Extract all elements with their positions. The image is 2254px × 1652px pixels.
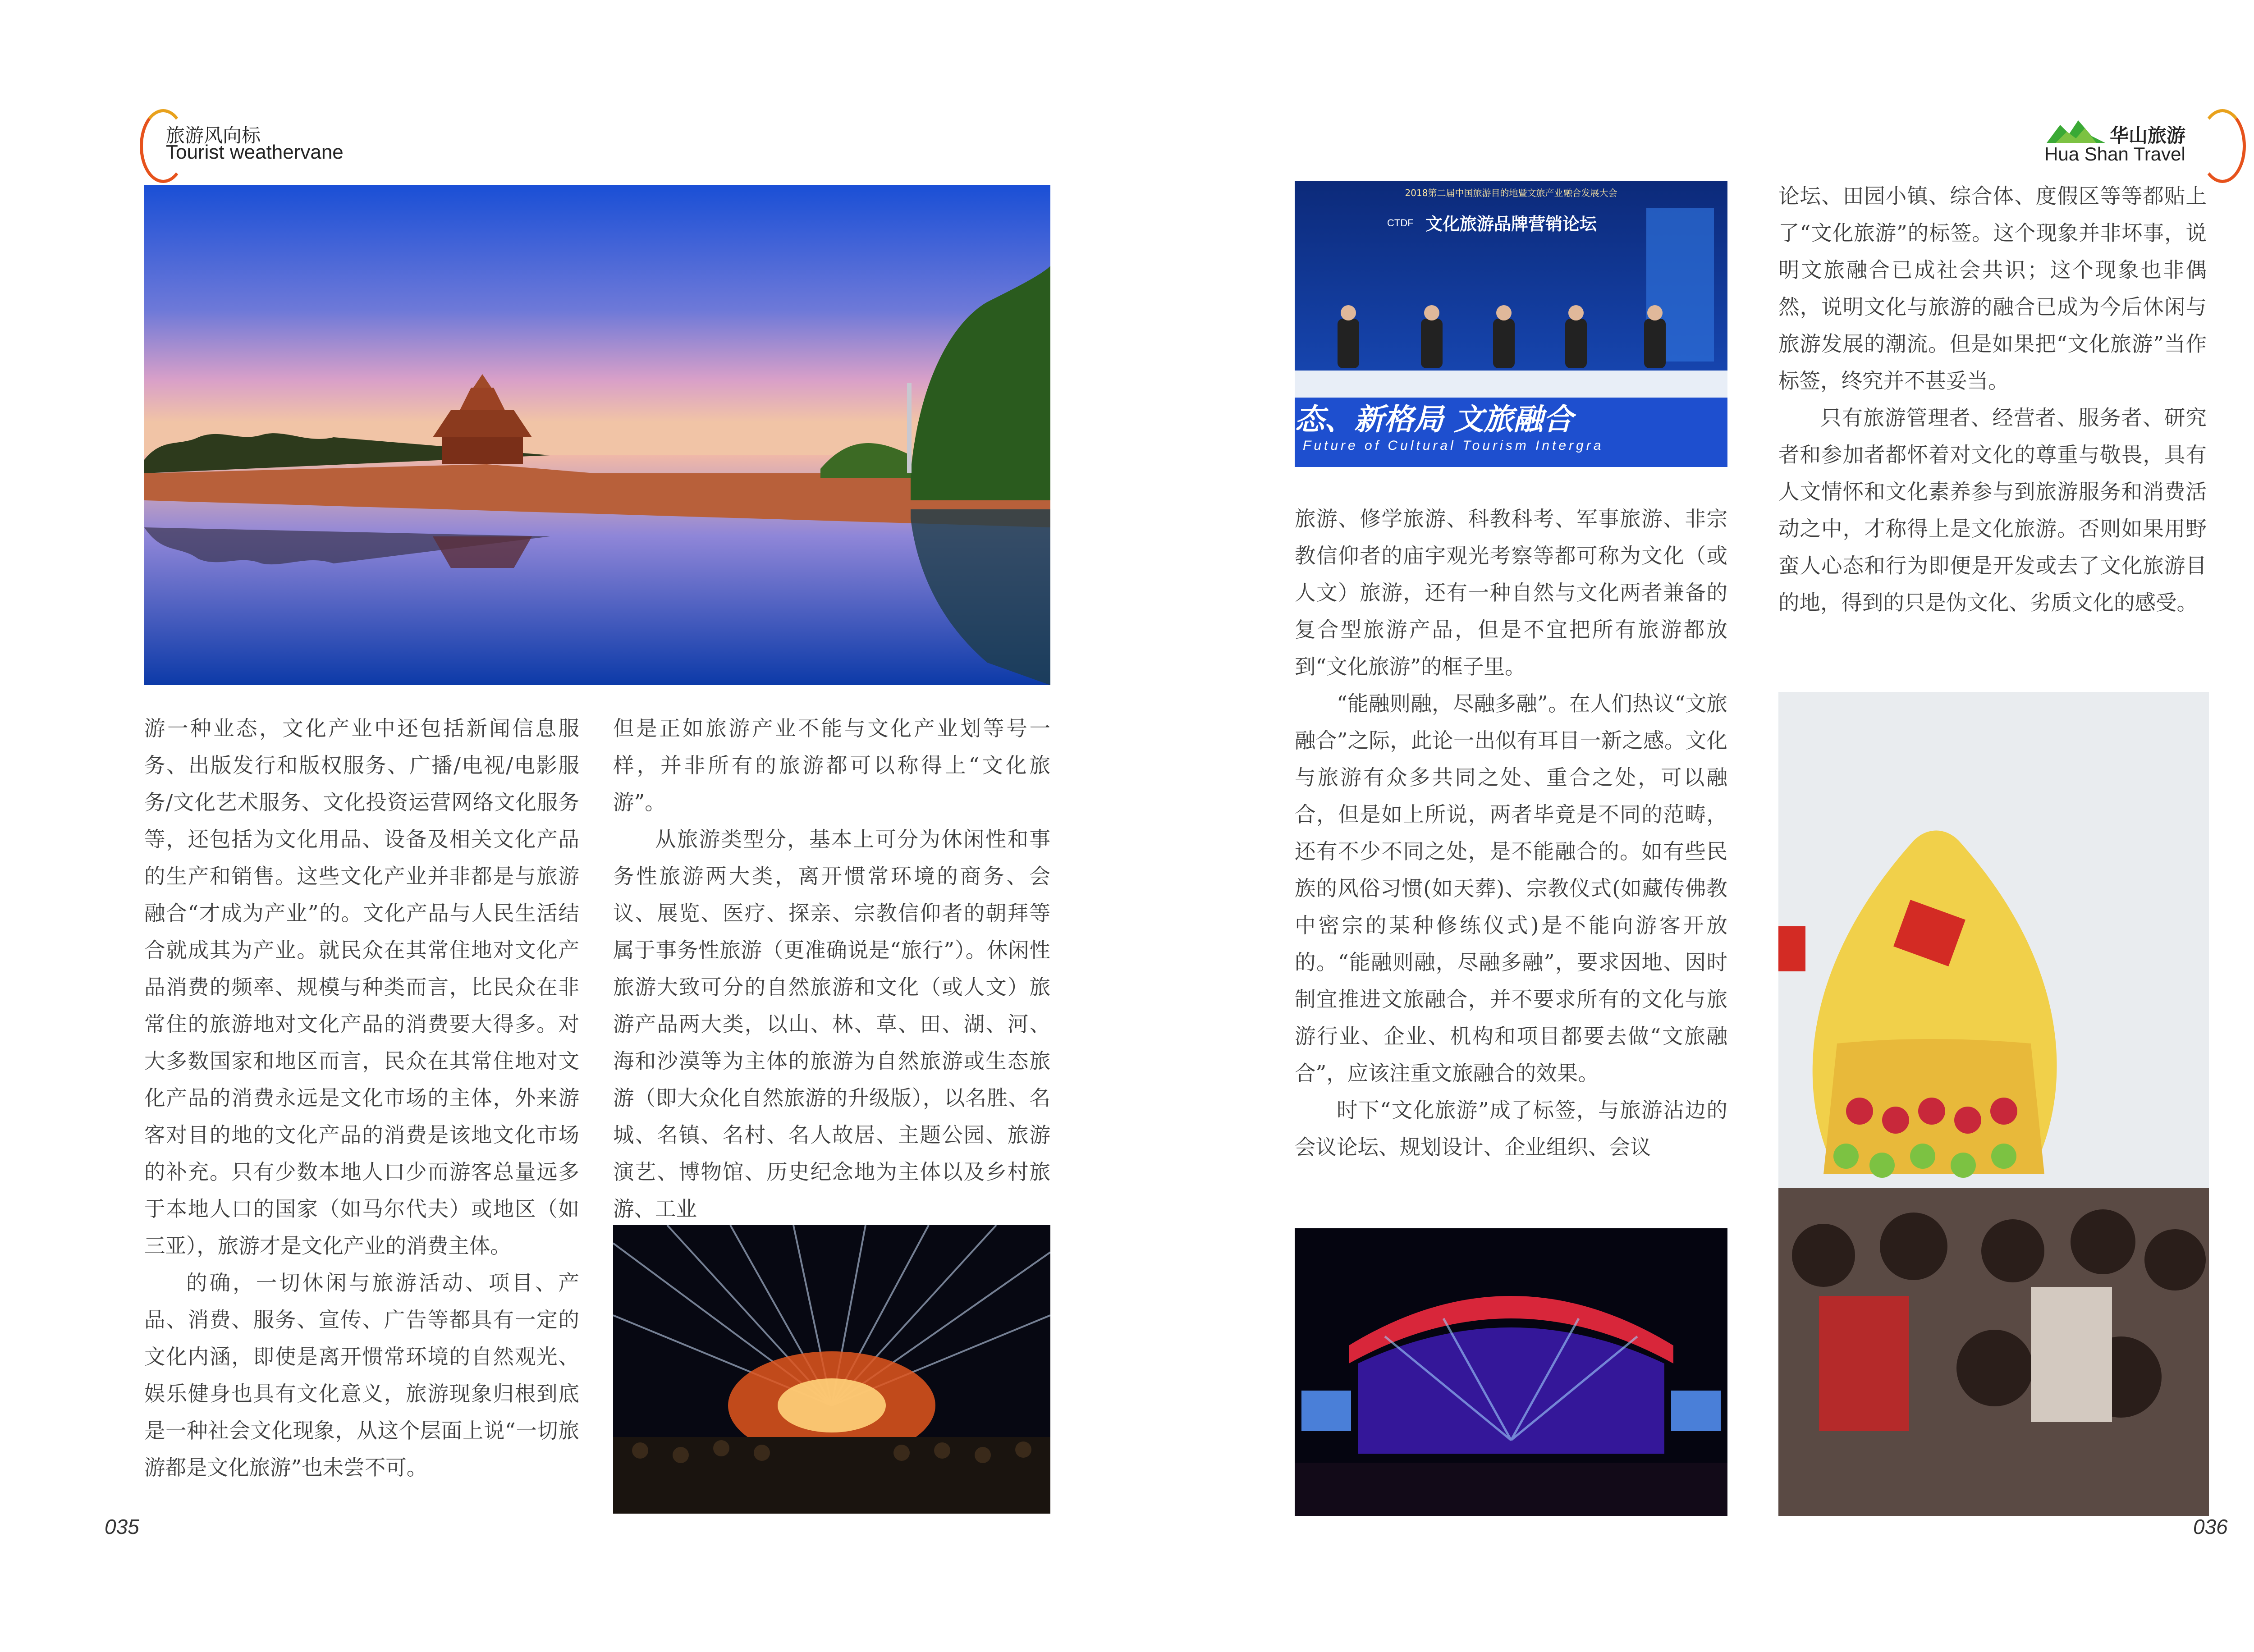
brand-logo-icon bbox=[2047, 118, 2105, 145]
paragraph: 的确，一切休闲与旅游活动、项目、产品、消费、服务、宣传、广告等都具有一定的文化内涵，即使是离开惯常环境的自然观光、娱乐健身也具有文化意义，旅游现象归根到底是一种社会文化现象，从这个层面上说“一切旅游都是文化旅游”也未尝不可。 bbox=[144, 1271, 579, 1480]
text-column-4 bbox=[1778, 178, 2207, 621]
forum-slogan-en: Future of Cultural Tourism Intergra bbox=[1303, 438, 1604, 453]
text-column-3 bbox=[1295, 500, 1727, 1166]
forum-logo: CTDF bbox=[1387, 217, 1414, 229]
paragraph: 时下“文化旅游”成了标签，与旅游沾边的会议论坛、规划设计、企业组织、会议 bbox=[1295, 1098, 1727, 1159]
paragraph: 旅游、修学旅游、科教科考、军事旅游、非宗教信仰者的庙宇观光考察等都可称为文化（或人文）旅游，还有一种自然与文化两者兼备的复合型旅游产品，但是不宜把所有旅游都放到“文化旅游”的框子里。 bbox=[1295, 507, 1727, 679]
forum-banner-title: 文化旅游品牌营销论坛 bbox=[1425, 214, 1597, 234]
photo-festival-crowd bbox=[1778, 692, 2209, 1516]
paragraph: 论坛、田园小镇、综合体、度假区等等都贴上了“文化旅游”的标签。这个现象并非坏事，说明文旅融合已成社会共识；这个现象也非偶然，说明文化与旅游的融合已成为今后休闲与旅游发展的潮流。但是如果把“文化旅游”当作标签，终究并不甚妥当。 bbox=[1778, 184, 2207, 393]
paragraph: 只有旅游管理者、经营者、服务者、研究者和参加者都怀着对文化的尊重与敬畏，具有人文情怀和文化素养参与到旅游服务和消费活动之中，才称得上是文化旅游。否则如果用野蛮人心态和行为即便是开发或去了文化旅游目的地，得到的只是伪文化、劣质文化的感受。 bbox=[1778, 406, 2207, 615]
photo-night-stage-show bbox=[1295, 1228, 1727, 1516]
photo-concert-light-show bbox=[613, 1225, 1050, 1514]
paragraph: 但是正如旅游产业不能与文化产业划等号一样，并非所有的旅游都可以称得上“文化旅游”。 bbox=[613, 716, 1050, 815]
text-column-2 bbox=[613, 710, 1050, 1227]
forum-banner-top-line: 2018第二届中国旅游目的地暨文旅产业融合发展大会 bbox=[1405, 188, 1617, 198]
brand-name-cn: 华山旅游 bbox=[2110, 124, 2186, 146]
text-column-1 bbox=[144, 710, 579, 1486]
photo-forbidden-city-turret bbox=[144, 185, 1050, 685]
brand-name-en: Hua Shan Travel bbox=[2044, 143, 2185, 165]
paragraph: “能融则融，尽融多融”。在人们热议“文旅融合”之际，此论一出似有耳目一新之感。文化与旅游有众多共同之处、重合之处，可以融合，但是如上所说，两者毕竟是不同的范畴，还有不少不同之处，是不能融合的。如有些民族的风俗习惯(如天葬)、宗教仪式(如藏传佛教中密宗的某种修练仪式)是不能向游客开放的。“能融则融，尽融多融”，要求因地、因时制宜推进文旅融合，并不要求所有的文化与旅游行业、企业、机构和项目都要去做“文旅融合”，应该注重文旅融合的效果。 bbox=[1295, 691, 1727, 1085]
section-title-cn: 旅游风向标 bbox=[166, 124, 261, 146]
photo-tourism-forum bbox=[1295, 181, 1727, 467]
right-page bbox=[1168, 0, 2254, 1652]
forum-slogan: 态、新格局 文旅融合 bbox=[1295, 402, 1573, 437]
paragraph: 游一种业态，文化产业中还包括新闻信息服务、出版发行和版权服务、广播/电视/电影服务/文化艺术服务、文化投资运营网络文化服务等，还包括为文化用品、设备及相关文化产品的生产和销售。这些文化产业并非都是与旅游融合“才成为产业”的。文化产品与人民生活结合就成其为产业。就民众在其常住地对文化产品消费的频率、规模与种类而言，比民众在非常住的旅游地对文化产品的消费要大得多。对大多数国家和地区而言，民众在其常住地对文化产品的消费永远是文化市场的主体，外来游客对目的地的文化产品的消费是该地文化市场的补充。只有少数本地人口少而游客总量远多于本地人口的国家（如马尔代夫）或地区（如三亚），旅游才是文化产业的消费主体。 bbox=[144, 716, 579, 1258]
page-number: 035 bbox=[105, 1515, 139, 1538]
paragraph: 从旅游类型分，基本上可分为休闲性和事务性旅游两大类，离开惯常环境的商务、会议、展览、医疗、探亲、宗教信仰者的朝拜等属于事务性旅游（更准确说是“旅行”）。休闲性旅游大致可分的自然旅游和文化（或人文）旅游产品两大类，以山、林、草、田、湖、河、海和沙漠等为主体的旅游为自然旅游或生态旅游（即大众化自然旅游的升级版），以名胜、名城、名镇、名村、名人故居、主题公园、旅游演艺、博物馆、历史纪念地为主体以及乡村旅游、工业 bbox=[613, 827, 1050, 1221]
page-number: 036 bbox=[2193, 1515, 2228, 1538]
brand-arc-icon bbox=[2199, 109, 2246, 183]
section-title-en: Tourist weathervane bbox=[166, 141, 344, 163]
